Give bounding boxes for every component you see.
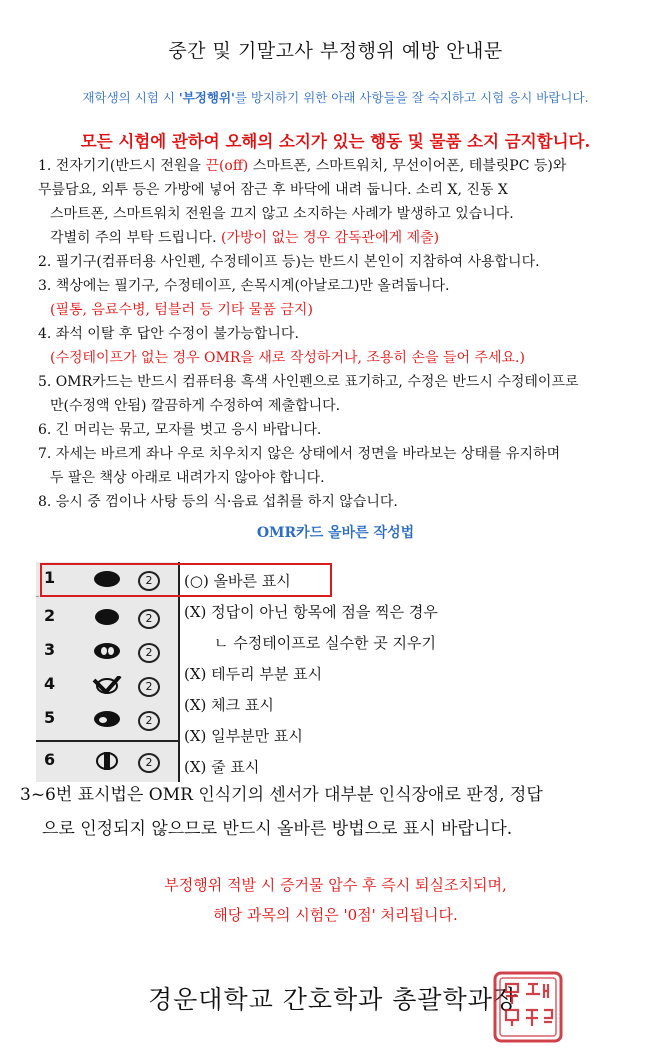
intro-after: 를 방지하기 위한 아래 사항들을 잘 숙지하고 시험 응시 바랍니다. <box>234 90 589 105</box>
omr-divider <box>36 740 178 742</box>
omr-choice-2: 2 <box>138 571 160 591</box>
omr-label-tape-fix: ㄴ 수정테이프로 실수한 곳 지우기 <box>214 634 436 652</box>
omr-choice-2: 2 <box>138 677 160 697</box>
rule-3-note: (필통, 음료수병, 텀블러 등 기타 물품 금지) <box>50 302 313 318</box>
omr-choice-2: 2 <box>138 643 160 663</box>
omr-row <box>36 704 178 736</box>
rule-1-line-4 <box>38 226 648 250</box>
partial-mark-icon <box>92 710 122 728</box>
omr-explanations <box>184 566 438 783</box>
rules-list <box>38 154 648 514</box>
omr-choice-2-dotted: 2 <box>138 609 160 629</box>
intro-before: 재학생의 시험 시 <box>82 90 179 105</box>
rule-1-line-4-text: 각별히 주의 부탁 드립니다. <box>50 230 222 246</box>
check-mark-icon <box>92 676 122 694</box>
omr-label-border: (X) 테두리 부분 표시 <box>184 665 323 683</box>
omr-row <box>36 746 178 778</box>
omr-row <box>36 602 178 634</box>
omr-note-line-1: 3~6번 표시법은 OMR 인식기의 센서가 대부분 인식장애로 판정, 정답 <box>20 785 543 805</box>
border-mark-icon <box>92 642 122 660</box>
omr-choice-2: 2 <box>138 753 160 773</box>
rule-2: 2. 필기구(컴퓨터용 사인펜, 수정테이프 등)는 반드시 본인이 지참하여 사용합니다. <box>38 254 540 270</box>
rule-6: 6. 긴 머리는 묶고, 모자를 벗고 응시 바랍니다. <box>38 422 322 438</box>
page-title: 중간 및 기말고사 부정행위 예방 안내문 <box>168 40 503 62</box>
rule-5-line-2: 만(수정액 안됨) 깔끔하게 수정하여 제출합니다. <box>50 398 341 414</box>
omr-label-wrong-dot: (X) 정답이 아닌 항목에 점을 찍은 경우 <box>184 603 438 621</box>
omr-section-title: OMR카드 올바른 작성법 <box>256 525 415 541</box>
rule-1-line-3: 스마트폰, 스마트워치 전원을 끄지 않고 소지하는 사례가 발생하고 있습니다. <box>50 206 514 222</box>
rule-1-line-2: 무릎담요, 외투 등은 가방에 넣어 잠근 후 바닥에 내려 둡니다. 소리 X, 진동 X <box>38 182 508 198</box>
rule-7-line-2: 두 팔은 책상 아래로 내려가지 않아야 합니다. <box>50 470 325 486</box>
closing-line-2: 해당 과목의 시험은 '0점' 처리됩니다. <box>213 906 458 924</box>
rule-4-note: (수정테이프가 없는 경우 OMR을 새로 작성하거나, 조용히 손을 들어 주세요.) <box>50 350 525 366</box>
intro-emphasis: '부정행위' <box>178 90 235 105</box>
omr-note-line-2: 으로 인정되지 않으므로 반드시 올바른 방법으로 표시 바랍니다. <box>42 819 513 839</box>
line-mark-icon <box>92 752 122 770</box>
rule-4: 4. 좌석 이탈 후 답안 수정이 불가능합니다. <box>38 326 299 342</box>
omr-row-number: 4 <box>44 674 56 693</box>
rule-1 <box>38 154 648 178</box>
rule-8: 8. 응시 중 껌이나 사탕 등의 식·음료 섭취를 하지 않습니다. <box>38 494 398 510</box>
rule-1-off: 끈(off) <box>205 158 249 174</box>
omr-label-line: (X) 줄 표시 <box>184 758 260 776</box>
omr-choice-2: 2 <box>138 711 160 731</box>
warning-heading: 모든 시험에 관하여 오해의 소지가 있는 행동 및 물품 소지 금지합니다. <box>80 132 591 151</box>
filled-bubble-icon <box>92 608 122 626</box>
omr-row <box>36 636 178 668</box>
signature: 경운대학교 간호학과 총괄학과장 <box>148 985 518 1014</box>
omr-row-number: 6 <box>44 750 56 769</box>
rule-1-line-4-red: (가방이 없는 경우 감독관에게 제출) <box>221 230 440 246</box>
rule-1-text-a: 1. 전자기기(반드시 전원을 <box>38 158 206 174</box>
rule-7: 7. 자세는 바르게 좌나 우로 치우치지 않은 상태에서 정면을 바라보는 상태를 유지하며 <box>38 446 561 462</box>
omr-row-number: 1 <box>44 568 56 587</box>
omr-row-number: 3 <box>44 640 56 659</box>
omr-row-number: 2 <box>44 606 56 625</box>
omr-row-number: 5 <box>44 708 56 727</box>
omr-label-correct: (○) 올바른 표시 <box>184 572 291 590</box>
omr-label-check: (X) 체크 표시 <box>184 696 274 714</box>
rule-3: 3. 책상에는 필기구, 수정테이프, 손목시계(아날로그)만 올려둡니다. <box>38 278 450 294</box>
closing-line-1: 부정행위 적발 시 증거물 압수 후 즉시 퇴실조치되며, <box>164 876 507 894</box>
official-seal-icon <box>492 970 564 1044</box>
rule-5: 5. OMR카드는 반드시 컴퓨터용 흑색 사인펜으로 표기하고, 수정은 반드시 수정테이프로 <box>38 374 579 390</box>
intro-text <box>0 88 671 106</box>
omr-row <box>36 670 178 702</box>
omr-label-partial: (X) 일부분만 표시 <box>184 727 303 745</box>
omr-note <box>20 778 660 846</box>
closing-warning <box>0 870 671 930</box>
rule-1-text-b: 스마트폰, 스마트워치, 무선이어폰, 테블릿PC 등)와 <box>248 158 567 174</box>
